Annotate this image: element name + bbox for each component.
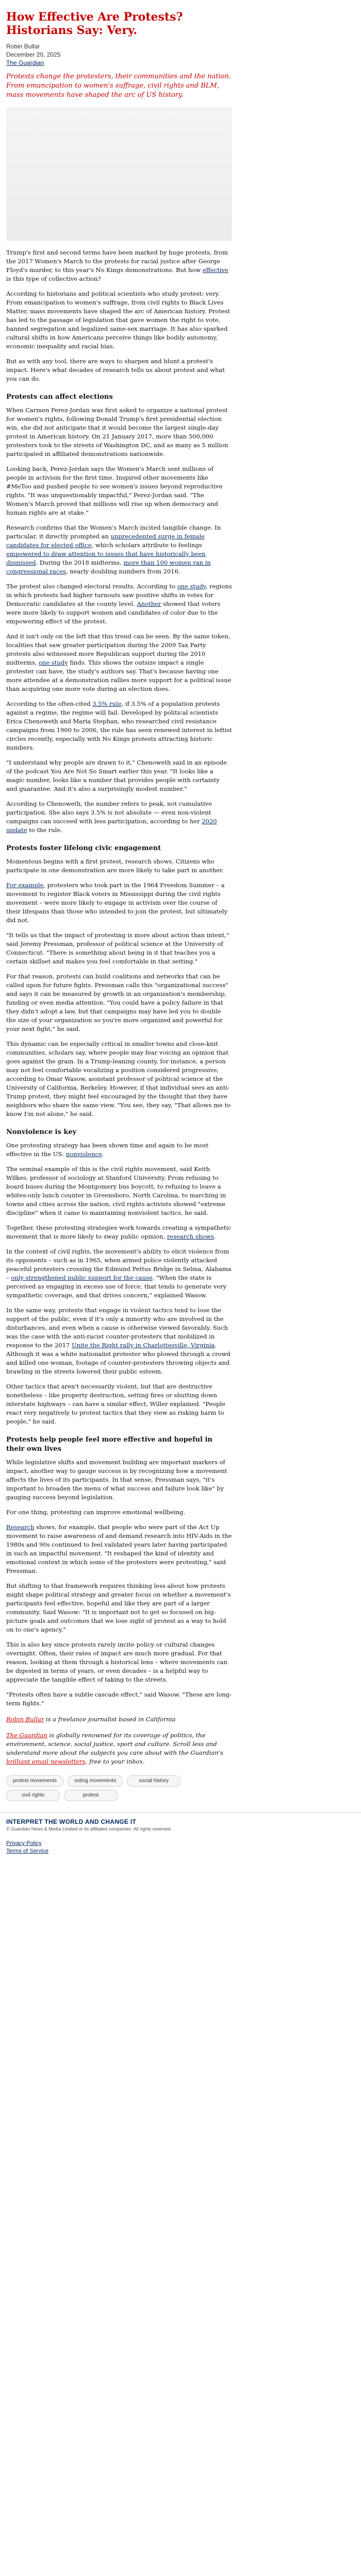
- author-name: Robin Bullar: [6, 43, 40, 50]
- text-run: In the same way, protests that engage in violent tactics tend to lose the support of the public, even if it's only a minority who are involved in the disturbances, and even when a cause is otherwise viewed favorably. Such was the case with the anti-racist counter-protesters that mobilized in response to the 2017: [6, 1307, 228, 1349]
- text-run: to the rule.: [27, 826, 62, 834]
- footer: [0, 1812, 361, 1832]
- text-run: , if 3.5% of a population protests against a regime, the regime will fail. Developed by political scientists Erica Chenoweth and Maria Stephan, who researched civil resistance campaigns from 1900 to 2006, the rule has seen renewed interest in leftist circles recently, especially with No Kings protests attracting historic numbers.: [6, 700, 232, 751]
- text-run: .: [214, 1233, 216, 1240]
- tag-chip[interactable]: social history: [127, 1775, 180, 1787]
- text-run: While legislative shifts and movement building are important markers of impact, another way to gauge success is by recognizing how a movement affects the lives of its participants. In that sense, Pressman says, "it's important to broaden the menu of what success and failure look like" by gauging success beyond legislation.: [6, 1459, 227, 1501]
- text-run: "It tells us that the impact of protesting is more about action than intent," said Jeremy Pressman, professor of political science at the University of Connecticut. "There is something about being in it that teaches you a certain skillset and makes you feel comfortable in that setting.": [6, 931, 229, 965]
- standfirst: Protests change the protesters, their communities and the nation. From emancipation to women's suffrage, civil rights and BLM, mass movements have shaped the arc of US history.: [6, 73, 231, 99]
- body-paragraph: [6, 1582, 232, 1634]
- inline-link[interactable]: Unite the Right rally in Charlottesville, Virginia: [71, 1342, 215, 1349]
- text-run: According to historians and political scientists who study protest: very. From emancipation to women's suffrage, from civil rights to Black Lives Matter, mass movements have shaped the arc of American history. Protest has led to the passage of legislation that gave women the right to vote, banned segregation and legalized same-sex marriage. It has also sparked cultural shifts in how Americans perceive things like bodily autonomy, economic inequality and racial bias.: [6, 290, 231, 350]
- text-run: In the context of civil rights, the movement's ability to elicit violence from its opponents – such as in 1965, when armed police violently attacked peaceful protesters crossing the Edmund Pettus Bridge in Selma, Alabama –: [6, 1248, 232, 1281]
- article: [6, 10, 232, 1801]
- body-paragraph: [6, 881, 232, 925]
- text-run: , nearly doubling numbers from 2016.: [65, 568, 180, 575]
- text-run: Trump's first and second terms have been marked by huge protests, from the 2017 Women's March to the protests for racial justice after George Floyd's murder, to this year's No Kings demonstrations. But how: [6, 249, 228, 274]
- text-run: This dynamic can be especially critical in smaller towns and close-knit communities, scholars say, where people may fear voicing an opinion that goes against the grain. In a Trump-leaning county, for instance, a person may not feel comfortable vocalizing a position considered progressive, according to Omar Wasow, assistant professor of political science at the University of California, Berkeley. However, if that individual sees an anti-Trump protest, they might feel encouraged by the thought that they have neighbors who share the same view. "You see, they say, "That allows me to know I'm not alone," he said.: [6, 1040, 231, 1117]
- text-run: According to Chenoweth, the number refers to peak, not cumulative participation. She also says 3.5% is not absolute — even non-violent campaigns can succeed with less participation, according to her: [6, 800, 212, 825]
- inline-link[interactable]: For example: [6, 882, 44, 889]
- body-paragraph: [6, 632, 232, 693]
- tag-chip[interactable]: voting movements: [68, 1775, 123, 1787]
- section-heading: Protests foster lifelong civic engagement: [6, 844, 161, 852]
- notice-end: , free to your inbox.: [85, 1758, 145, 1765]
- body-paragraph: [6, 931, 232, 966]
- body-paragraph: [6, 523, 232, 576]
- tag-list: [6, 1775, 232, 1801]
- publication-link[interactable]: The Guardian: [6, 59, 44, 66]
- text-run: Other tactics that aren't necessarily violent, but that are destructive nonetheless – like property destruction, setting fires or shutting down interstate highways – can have a similar effect, Willer explained. "People react very negatively to protest tactics that they view as risking harm to people," he said.: [6, 1383, 226, 1425]
- text-run: .: [102, 1150, 104, 1158]
- inline-link[interactable]: one study: [39, 659, 68, 666]
- body-paragraph: [6, 582, 232, 626]
- inline-link[interactable]: empowered to draw attention to issues that have historically been dismissed: [6, 550, 206, 566]
- notice-text: is globally renowned for its coverage of politics, the environment, science, social justice, sport and culture. Scroll less and understand more about the subjects you care about with the Guardian's: [6, 1732, 223, 1756]
- body-paragraph: [6, 1523, 232, 1575]
- body-paragraph: [6, 972, 232, 1033]
- text-run: And it isn't only on the left that this trend can be seen. By the same token, localities that saw greater participation during the 2009 Tax Party protests also witnessed more Republican support during the 2010 midterms,: [6, 633, 231, 666]
- tag-chip[interactable]: protest: [64, 1790, 118, 1801]
- section-heading: Nonviolence is key: [6, 1128, 77, 1136]
- footer-copyright: © Guardian News & Media Limited or its affiliated companies. All rights reserved.: [6, 1826, 172, 1832]
- body-paragraph: [6, 758, 232, 793]
- text-run: This is also key since protests rarely incite policy or cultural changes overnight. Often, their rates of impact are much more gradual. For that reason, looking at them through a historical lens – where movements can be digested in terms of years, or even decades – is a helpful way to appreciate the tangible effect of taking to the streets.: [6, 1641, 227, 1683]
- text-run: . "When the state is perceived as engaging in excess use of force, that tends to generate very sympathetic coverage, and that drives concern," explained Wasow.: [6, 1274, 227, 1299]
- guardian-link[interactable]: The Guardian: [6, 1732, 47, 1739]
- body-paragraph: [6, 1040, 232, 1118]
- text-run: Momentous begins with a first protest, research shows. Citizens who participate in one demonstration are more likely to take part in another.: [6, 858, 224, 874]
- text-run: When Carmen Perez-Jordan was first asked to organize a national protest for women's rights, following Donald Trump's first presidential election win, she did not anticipate that it would become the largest single-day protest in American history. On 21 January 2017, more than 500,000 protesters took to the streets of Washington DC, and as many as 5 million participated in affiliated demonstrations nationwide.: [6, 406, 228, 457]
- body-paragraph: [6, 248, 232, 283]
- author-bio-link[interactable]: Robin Bullar: [6, 1716, 44, 1723]
- inline-link[interactable]: Another: [137, 600, 161, 607]
- body-paragraph: [6, 1247, 232, 1300]
- text-run: , protesters who took part in the 1964 Freedom Summer – a movement to register Black voters in Mississippi during the civil rights movement – were more likely to engage in activism over the course of their lifespans than those who intended to join the protest, but ultimately did not.: [6, 882, 228, 924]
- byline: [6, 42, 232, 67]
- inline-link[interactable]: unprecedented surge in female candidates for elected office: [6, 533, 205, 549]
- footer-title: INTERPRET THE WORLD AND CHANGE IT: [6, 1818, 137, 1825]
- inline-link[interactable]: more than 100 women ran in congressional races: [6, 559, 211, 575]
- body-paragraph: [6, 465, 232, 517]
- text-run: . During the 2018 midterms,: [36, 559, 124, 566]
- text-run: finds. This shows the outsize impact a single protester can have, the study's authors say. That's because having one more attendee at a demonstration rallies more support for a political issue than acquiring one more vote during an election does.: [6, 659, 232, 692]
- text-run: showed that voters were more likely to support women and candidates of color due to the empowering effect of the protest.: [6, 600, 221, 625]
- text-run: One protesting strategy has been shown time and again to be most effective in the US:: [6, 1142, 209, 1158]
- text-run: is this type of collective action?: [6, 275, 101, 282]
- inline-link[interactable]: effective: [202, 266, 228, 274]
- body-paragraph: [6, 1690, 232, 1708]
- footer-link[interactable]: Privacy Policy: [6, 1840, 42, 1846]
- body-paragraph: [6, 1306, 232, 1376]
- newsletter-link[interactable]: brilliant email newsletters: [6, 1758, 86, 1765]
- body-paragraph: [6, 857, 232, 875]
- text-run: But shifting to that framework requires thinking less about how protests might shape political strategy and greater focus on whether a movement's participants feel effective, hopeful and like they are part of a larger community. Said Wasow: "It is important not to get so focused on big-picture goals and outcomes that we lose sight of protest as a way to hold on to one's agency.": [6, 1582, 231, 1633]
- text-run: Looking back, Perez-Jordan says the Women's March sent millions of people in activism for the first time. Inspired other movements like #MeToo and pushed people to see women's issues beyond reproductive rights. "It was unquestionably impactful," Perez-Jordan said. "The Women's March proved that millions will rise up when democracy and human rights are at stake.": [6, 465, 223, 516]
- body-paragraph: [6, 290, 232, 351]
- text-run: "Protests often have a subtle cascade effect," said Wasow. "These are long-term fights.": [6, 1691, 232, 1707]
- text-run: , regions in which protests had higher turnouts saw positive shifts in votes for Democratic candidates at the county level.: [6, 583, 232, 607]
- section-heading: Protests can affect elections: [6, 393, 113, 401]
- footer-links: [6, 1840, 361, 1855]
- text-run: The seminal example of this is the civil rights movement, said Keith Wilkes, professor of sociology at Stanford University. From refusing to board buses during the Montgomery bus boycott, to refusing to leave a whites-only lunch counter in Greensboro, North Carolina, to marching in towns and cities across the nation, civil rights activists showed "extreme discipline" when it came to maintaining nonviolent tactics, he said.: [6, 1165, 226, 1216]
- inline-link[interactable]: only strengthened public support for the cause: [11, 1274, 153, 1281]
- inline-link[interactable]: Research: [6, 1523, 35, 1531]
- headline: How Effective Are Protests? Historians Say: Very.: [6, 10, 183, 37]
- body-paragraph: [6, 800, 232, 835]
- inline-link[interactable]: nonviolence: [65, 1150, 102, 1158]
- text-run: For that reason, protests can build coalitions and networks that can be called upon for future fights. Pressman calls this "organizational success" and says it can be measured by growth in an organization's membership, funding or even media attention. "You could have a policy failure in that they didn't adopt a law, but that campaigns may have led you to double the size of your organization so you're more organized and powerful for your next fight," he said.: [6, 973, 228, 1032]
- newsletter-notice: [6, 1731, 232, 1766]
- inline-link[interactable]: 2020 update: [6, 818, 217, 834]
- publish-date: December 20, 2025: [6, 51, 61, 58]
- text-run: Together, these protesting strategies work towards creating a sympathetic movement that is more likely to sway public opinion,: [6, 1224, 232, 1240]
- text-run: , which scholars attribute to feelings: [91, 541, 202, 549]
- body-paragraph: [6, 1224, 232, 1241]
- body-paragraph: [6, 357, 232, 383]
- section-heading: Protests help people feel more effective and hopeful in their own lives: [6, 1436, 212, 1453]
- inline-link[interactable]: one study: [177, 583, 206, 590]
- author-bio: [6, 1715, 232, 1724]
- text-run: Research confirms that the Women's March incited tangible change. In particular, it directly prompted an: [6, 524, 221, 540]
- text-run: . Although it was a white nationalist protester who plowed through a crowd and killed one woman, footage of counter-protesters throwing objects and brawling in the streets lowered their public esteem.: [6, 1342, 231, 1375]
- text-run: The protest also changed electoral results. According to: [6, 583, 177, 590]
- inline-link[interactable]: 3.5% rule: [92, 700, 122, 707]
- body-paragraph: [6, 1165, 232, 1217]
- body-paragraph: [6, 700, 232, 752]
- inline-link[interactable]: research shows: [167, 1233, 214, 1240]
- text-run: For one thing, protesting can improve emotional wellbeing.: [6, 1509, 186, 1516]
- text-run: According to the often-cited: [6, 700, 93, 707]
- text-run: But as with any tool, there are ways to sharpen and blunt a protest's impact. Here's what decades of research tells us about protest and what you can do.: [6, 358, 225, 382]
- body-paragraph: [6, 406, 232, 459]
- text-run: shows, for example, that people who were part of the Act Up movement to raise awareness of and demand research into HIV-Aids in the 1980s and 90s continued to feel validated years later having participated in such an impactful movement. "It reshaped the kind of identity and emotional context in which some of the protesters were protesting," said Pressman.: [6, 1523, 232, 1574]
- body-paragraph: [6, 1141, 232, 1159]
- body-paragraph: [6, 1508, 232, 1517]
- hero-image: [6, 107, 232, 241]
- text-run: "I understand why people are drawn to it," Chenoweth said in an episode of the podcast You Are Not So Smart earlier this year. "It looks like a magic number, looks like a number that provides people with certainty and guarantee. And it's also a surprisingly modest number.": [6, 759, 227, 792]
- footer-link[interactable]: Terms of Service: [6, 1848, 48, 1854]
- author-bio-text: is a freelance journalist based in California: [44, 1716, 176, 1723]
- tag-chip[interactable]: protest movements: [6, 1775, 63, 1787]
- body-paragraph: [6, 1382, 232, 1426]
- body-paragraph: [6, 1640, 232, 1684]
- tag-chip[interactable]: civil rights: [6, 1790, 60, 1801]
- article-body: [6, 248, 232, 1708]
- body-paragraph: [6, 1458, 232, 1502]
